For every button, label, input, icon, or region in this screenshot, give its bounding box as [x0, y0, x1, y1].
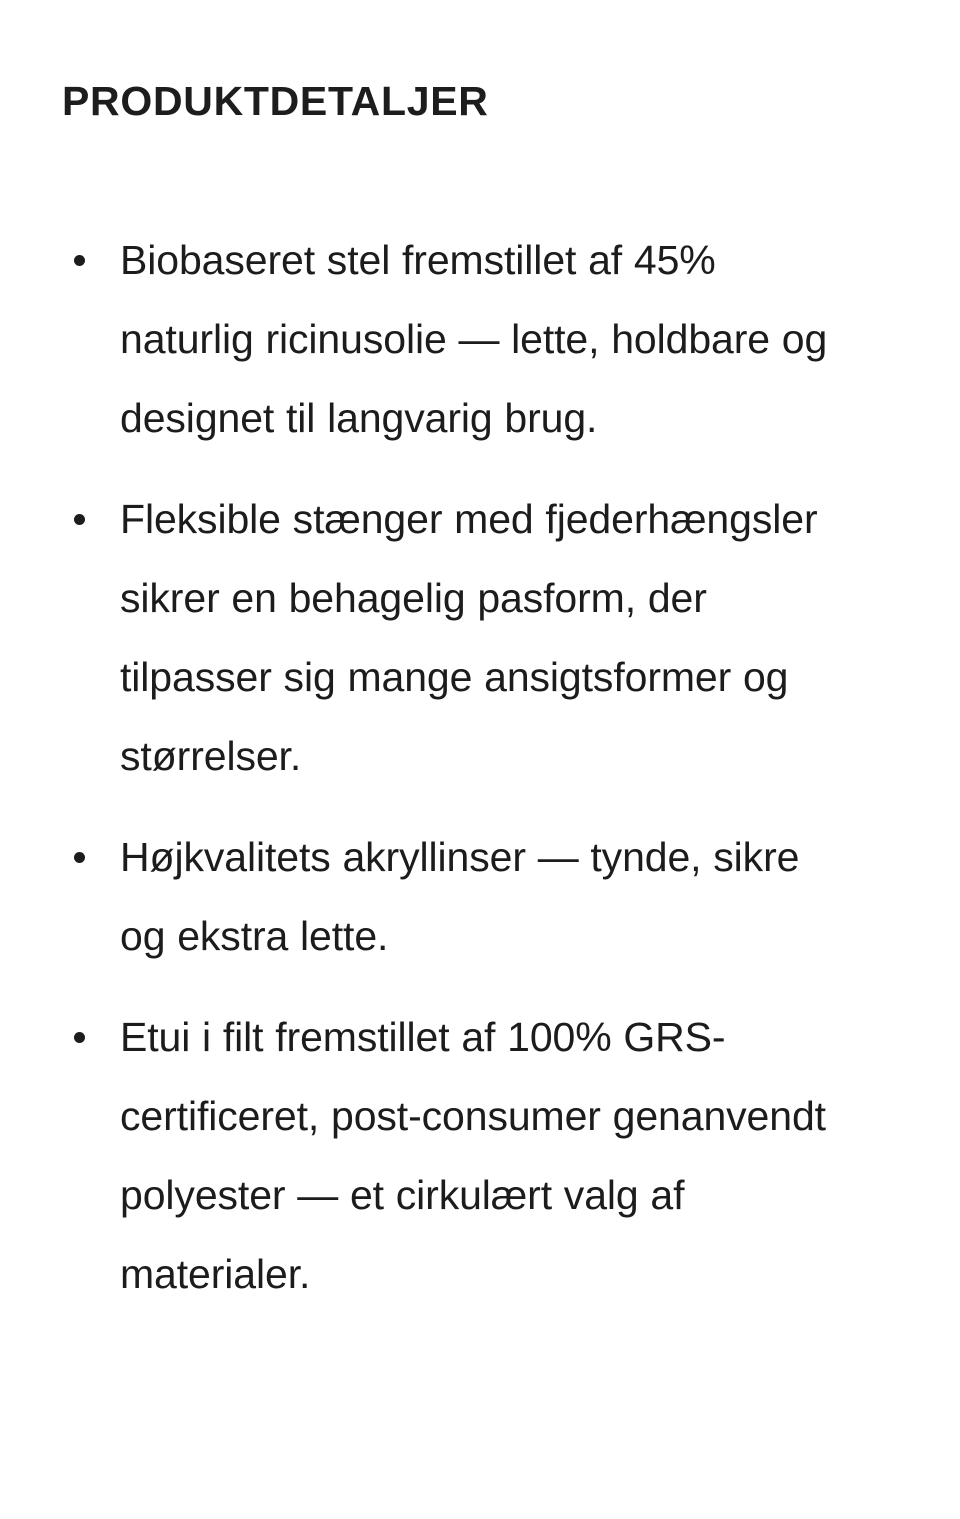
product-details-list: [62, 221, 848, 1314]
list-item-text: Biobaseret stel fremstillet af 45% naturlig ricinusolie — lette, holdbare og designet til langvarig brug.: [120, 237, 828, 442]
list-item: [62, 221, 848, 458]
bullet-icon: [74, 1032, 85, 1043]
list-item-text: Højkvalitets akryllinser — tynde, sikre og ekstra lette.: [120, 834, 800, 960]
list-item-text: Etui i filt fremstillet af 100% GRS-certificeret, post-consumer genanvendt polyester — et cirkulært valg af materialer.: [120, 1014, 826, 1298]
bullet-icon: [74, 514, 85, 525]
bullet-icon: [74, 852, 85, 863]
list-item-text: Fleksible stænger med fjederhængsler sikrer en behagelig pasform, der tilpasser sig mange ansigtsformer og størrelser.: [120, 496, 818, 780]
list-item: [62, 480, 848, 796]
list-item: [62, 818, 848, 976]
list-item: [62, 998, 848, 1314]
bullet-icon: [74, 255, 85, 266]
page-title: PRODUKTDETALJER: [62, 78, 489, 124]
